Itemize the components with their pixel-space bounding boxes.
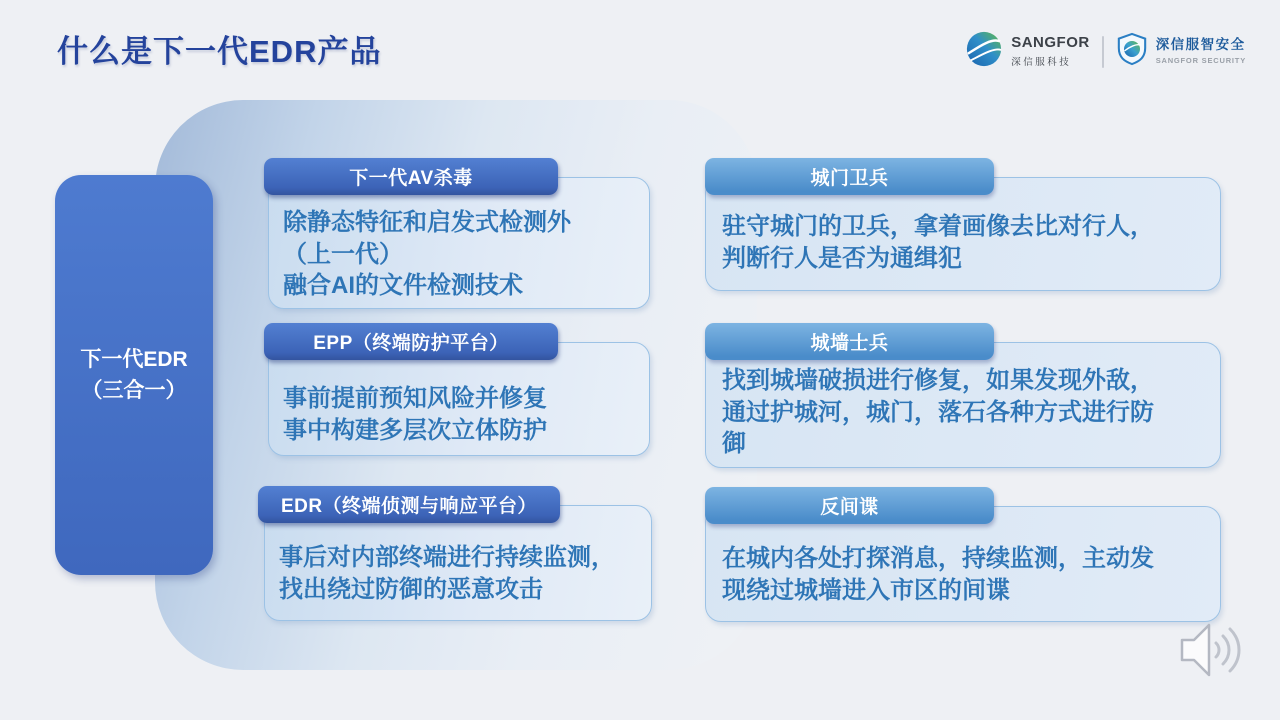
card-text-line: 找出绕过防御的恶意攻击 bbox=[279, 575, 543, 603]
edr-panel-line: 下一代EDR bbox=[80, 347, 188, 371]
page-title: 什么是下一代EDR产品 bbox=[57, 34, 382, 69]
card-text-line: 事后对内部终端进行持续监测， bbox=[279, 544, 615, 571]
pill-edr: EDR（终端侦测与响应平台） bbox=[258, 486, 560, 523]
security-brand-name: 深信服智安全 bbox=[1155, 37, 1246, 53]
card-text-line: 在城内各处打探消息，持续监测，主动发 bbox=[722, 545, 1154, 572]
sangfor-brand-subtitle: 深信服科技 bbox=[1011, 56, 1072, 68]
card-text-line: 判断行人是否为通缉犯 bbox=[722, 244, 962, 272]
edr-panel-line: （三合一） bbox=[81, 379, 187, 402]
card-text-line: （上一代） bbox=[283, 240, 403, 268]
sangfor-brand bbox=[965, 30, 1090, 73]
pill-epp: EPP（终端防护平台） bbox=[264, 323, 558, 360]
card-text-line: 御 bbox=[722, 430, 746, 458]
pill-next-gen-av: 下一代AV杀毒 bbox=[264, 158, 558, 195]
card-text-line: 事前提前预知风险并修复 bbox=[283, 385, 547, 412]
sangfor-globe-icon bbox=[965, 30, 1003, 73]
sangfor-brand-name: SANGFOR bbox=[1011, 34, 1090, 52]
security-brand bbox=[1116, 32, 1246, 71]
card-wall-soldier bbox=[705, 342, 1221, 468]
pill-counter-spy: 反间谍 bbox=[705, 487, 994, 524]
card-text-line: 事中构建多层次立体防护 bbox=[283, 416, 547, 444]
card-text-line: 现绕过城墙进入市区的间谍 bbox=[722, 576, 1010, 604]
brand-bar bbox=[965, 30, 1246, 73]
edr-summary-panel bbox=[55, 175, 213, 575]
card-text-line: 除静态特征和启发式检测外 bbox=[283, 209, 571, 236]
brand-divider bbox=[1102, 36, 1104, 68]
card-text-line: 通过护城河，城门，落石各种方式进行防 bbox=[722, 398, 1154, 426]
security-shield-icon bbox=[1116, 32, 1148, 71]
card-text-line: 驻守城门的卫兵，拿着画像去比对行人， bbox=[722, 213, 1154, 240]
card-text-line: 找到城墙破损进行修复，如果发现外敌， bbox=[722, 367, 1154, 394]
pill-gate-guard: 城门卫兵 bbox=[705, 158, 994, 195]
card-next-gen-av bbox=[268, 177, 650, 309]
security-brand-subtitle: SANGFOR SECURITY bbox=[1155, 55, 1246, 65]
speaker-icon[interactable] bbox=[1172, 618, 1250, 687]
pill-wall-soldier: 城墙士兵 bbox=[705, 323, 994, 360]
card-text-line: 融合AI的文件检测技术 bbox=[283, 272, 523, 300]
